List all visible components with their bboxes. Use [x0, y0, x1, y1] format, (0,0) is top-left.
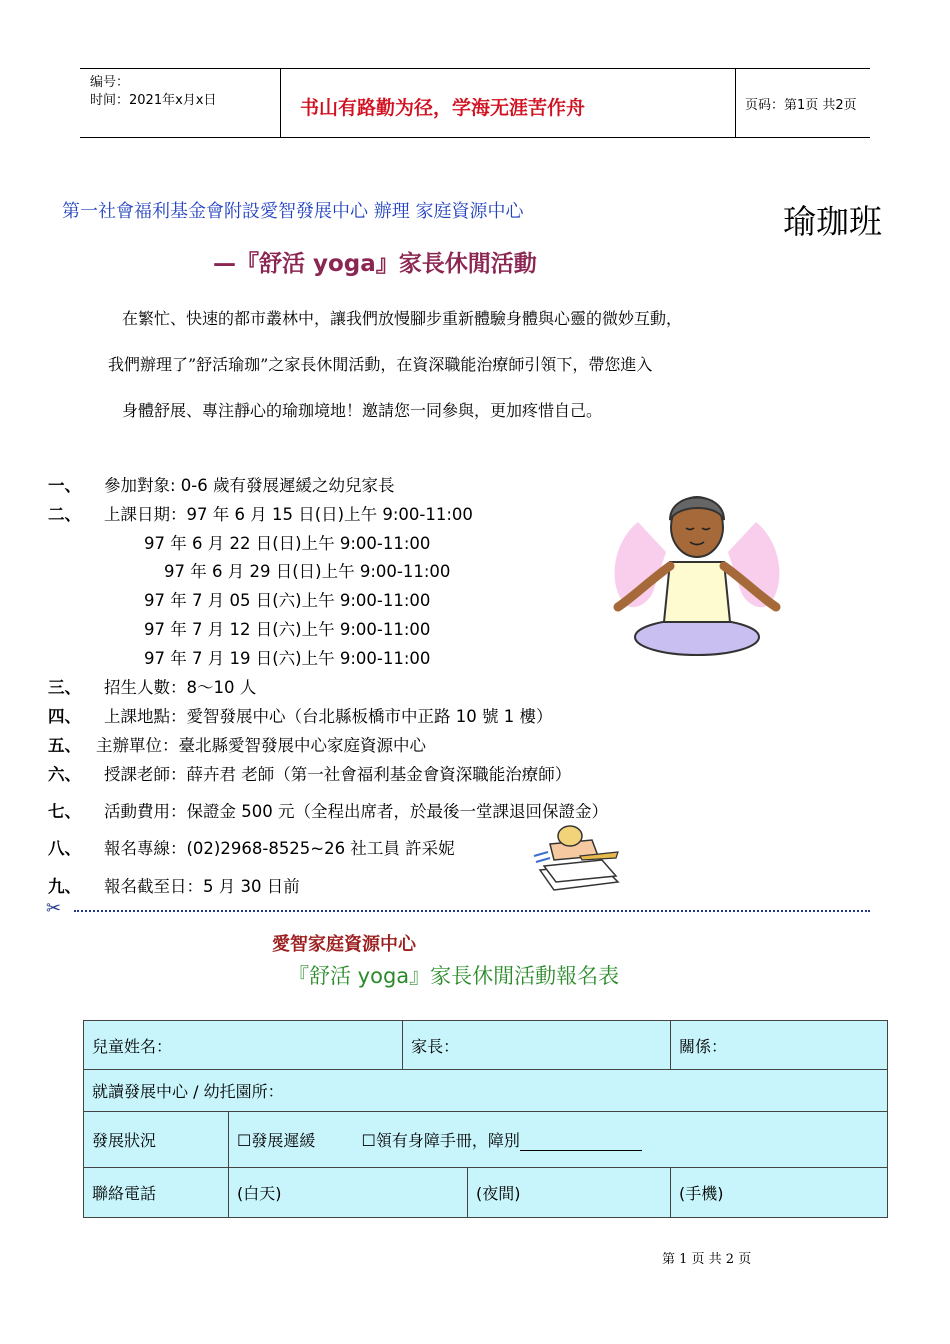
item-number-4: 四、 [48, 707, 81, 726]
scissors-icon: ✂ [46, 898, 62, 919]
form-title: 『舒活 yoga』家長休閒活動報名表 [288, 964, 620, 988]
item-number-3: 三、 [48, 678, 81, 697]
item-number-8: 八、 [48, 839, 81, 858]
disability-type-blank[interactable] [520, 1134, 642, 1151]
form-row-phone [84, 1168, 888, 1218]
dotted-divider [74, 910, 870, 912]
header-motto-cell [280, 69, 736, 137]
delayed-checkbox[interactable]: ☐發展遲緩 [237, 1131, 316, 1150]
school-field[interactable]: 就讀發展中心 / 幼托園所： [84, 1070, 888, 1112]
item-host: 主辦單位：臺北縣愛智發展中心家庭資源中心 [96, 736, 426, 755]
intro-line-1: 在繁忙、快速的都市叢林中，讓我們放慢腳步重新體驗身體與心靈的微妙互動， [122, 309, 683, 328]
item-capacity: 招生人數：8～10 人 [104, 678, 257, 697]
document-header [80, 68, 870, 138]
item-number-9: 九、 [48, 877, 81, 896]
form-org-title: 愛智家庭資源中心 [272, 934, 416, 955]
page-title: —『舒活 yoga』家長休閒活動 [213, 251, 537, 277]
item-deadline: 報名截至日：5 月 30 日前 [104, 877, 300, 896]
item-date-6: 97 年 7 月 19 日(六)上午 9:00-11:00 [144, 649, 431, 668]
item-date-3: 97 年 6 月 29 日(日)上午 9:00-11:00 [164, 562, 451, 581]
form-row-school [84, 1070, 888, 1112]
page-footer: 第 1 页 共 2 页 [662, 1252, 752, 1267]
meditating-person-illustration [608, 482, 786, 662]
item-location: 上課地點：愛智發展中心（台北縣板橋市中正路 10 號 1 樓） [104, 707, 553, 726]
item-fee: 活動費用：保證金 500 元（全程出席者，於最後一堂課退回保證金） [104, 802, 608, 821]
phone-label: 聯絡電話 [84, 1168, 229, 1218]
intro-line-2: 我們辦理了”舒活瑜珈”之家長休閒活動，在資深職能治療師引領下，帶您進入 [108, 355, 653, 374]
phone-mobile-field[interactable]: (手機) [671, 1168, 888, 1218]
item-target: 參加對象: 0-6 歲有發展遲緩之幼兒家長 [104, 476, 395, 495]
item-date-2: 97 年 6 月 22 日(日)上午 9:00-11:00 [144, 534, 431, 553]
registration-form [83, 1020, 888, 1218]
status-label: 發展狀況 [84, 1112, 229, 1168]
parent-field[interactable]: 家長： [403, 1021, 671, 1070]
organizer-line: 第一社會福利基金會附設愛智發展中心 辦理 家庭資源中心 [62, 201, 524, 222]
item-date-1: 上課日期：97 年 6 月 15 日(日)上午 9:00-11:00 [104, 505, 473, 524]
relation-field[interactable]: 關係： [671, 1021, 888, 1070]
item-date-4: 97 年 7 月 05 日(六)上午 9:00-11:00 [144, 591, 431, 610]
item-teacher: 授課老師：薛卉君 老師（第一社會福利基金會資深職能治療師） [104, 765, 572, 784]
item-number-6: 六、 [48, 765, 81, 784]
item-date-5: 97 年 7 月 12 日(六)上午 9:00-11:00 [144, 620, 431, 639]
form-row-names [84, 1021, 888, 1070]
yoga-class-label: 瑜珈班 [783, 202, 882, 241]
item-hotline: 報名專線：(02)2968-8525~26 社工員 許采妮 [104, 839, 455, 858]
handbook-checkbox[interactable]: ☐領有身障手冊，障別 [361, 1131, 520, 1150]
doc-number-label: 编号： [90, 75, 130, 90]
motto: 书山有路勤为径，学海无涯苦作舟 [300, 97, 586, 119]
item-number-2: 二、 [48, 505, 81, 524]
page-info: 页码：第1页 共2页 [745, 98, 857, 113]
item-number-1: 一、 [48, 476, 81, 495]
item-number-7: 七、 [48, 802, 81, 821]
cut-line [46, 898, 870, 918]
child-name-field[interactable]: 兒童姓名： [84, 1021, 403, 1070]
header-page-cell [735, 69, 870, 137]
intro-line-3: 身體舒展、專注靜心的瑜珈境地！邀請您一同參與，更加疼惜自己。 [122, 401, 603, 420]
time-label: 时间：2021年x月x日 [90, 93, 217, 108]
form-row-status [84, 1112, 888, 1168]
header-meta-cell [80, 69, 281, 137]
item-number-5: 五、 [48, 736, 81, 755]
status-options [229, 1112, 888, 1168]
writing-papers-illustration [530, 822, 624, 894]
phone-night-field[interactable]: (夜間) [468, 1168, 671, 1218]
phone-day-field[interactable]: (白天) [229, 1168, 468, 1218]
